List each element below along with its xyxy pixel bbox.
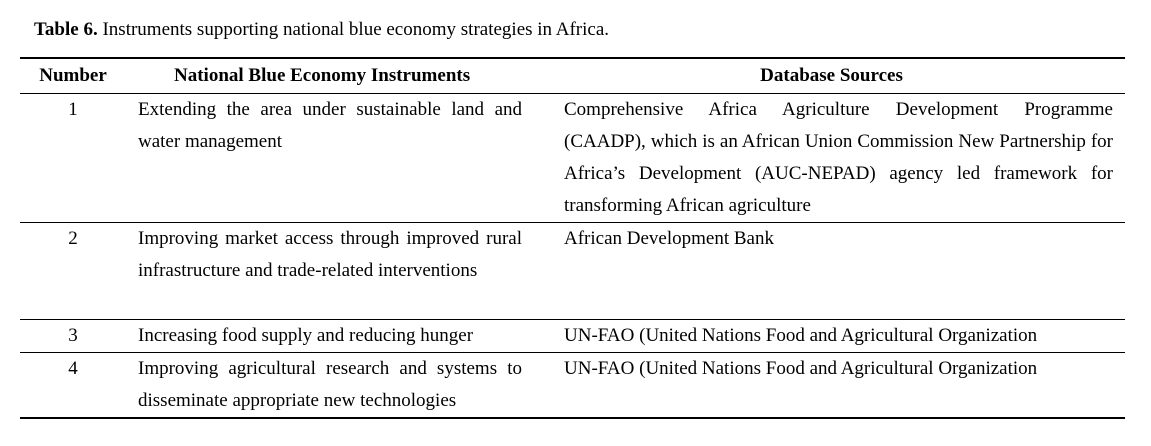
row-number: 4 — [68, 358, 78, 379]
row-source: UN-FAO (United Nations Food and Agricultural Organization — [564, 325, 1038, 346]
header-instruments: National Blue Economy Instruments — [174, 65, 471, 86]
instruments-table — [20, 57, 1125, 419]
table-caption-text: Instruments supporting national blue economy strategies in Africa. — [97, 19, 610, 40]
table-header — [20, 58, 1125, 94]
row-instrument: Improving market access through improved rural infrastructure and trade-related interventions — [138, 228, 522, 281]
table-caption-label: Table 6. — [34, 19, 98, 40]
table-header-row — [20, 58, 1125, 94]
row-source: Comprehensive Africa Agriculture Development Programme (CAADP), which is an African Union Commission New Partnership for Africa’s Development (AUC-NEPAD) agency led framework for transforming African agriculture — [564, 99, 1113, 216]
row-number: 2 — [68, 228, 78, 249]
header-sources: Database Sources — [760, 65, 903, 86]
row-instrument: Extending the area under sustainable land and water management — [138, 99, 522, 152]
table-row — [20, 223, 1125, 320]
row-number: 1 — [68, 99, 78, 120]
row-source: UN-FAO (United Nations Food and Agricultural Organization — [564, 358, 1038, 379]
table-row — [20, 320, 1125, 353]
table-body — [20, 94, 1125, 419]
row-instrument: Improving agricultural research and systems to disseminate appropriate new technologies — [138, 358, 522, 411]
row-number: 3 — [68, 325, 78, 346]
header-number: Number — [39, 65, 107, 86]
row-instrument: Increasing food supply and reducing hunger — [138, 325, 474, 346]
row-source: African Development Bank — [564, 228, 774, 249]
table-row — [20, 353, 1125, 419]
table-row — [20, 94, 1125, 223]
table-caption — [34, 18, 609, 42]
